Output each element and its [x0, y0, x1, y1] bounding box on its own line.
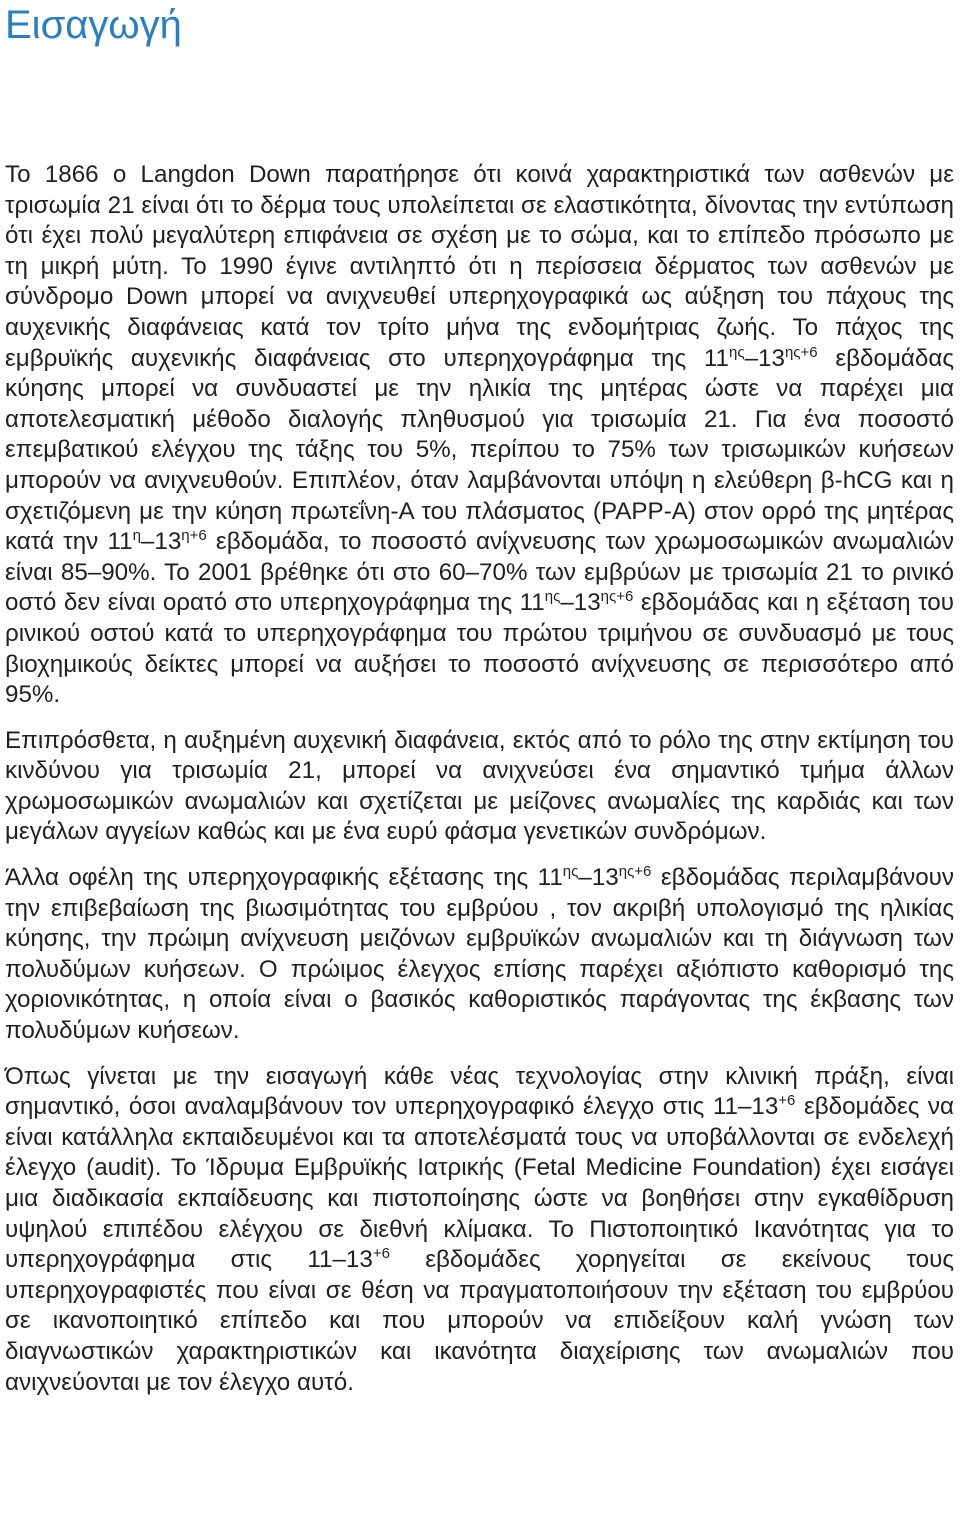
superscript: ης+6 — [600, 588, 634, 606]
text-run: εβδομάδες χορηγείται σε εκείνους τους υπερηχογραφιστές που είναι σε θέση να πραγματοποιήσουν την εξέταση του εμβρύου σε ικανοποιητικό επίπεδο και που μπορούν να επιδείξουν καλή γνώση των διαγνωστικών χαρακτηριστικών και ικανότητα διαχείρισης των ανωμαλιών που ανιχνεύονται με τον έλεγχο αυτό. — [5, 1246, 954, 1396]
text-run: –13 — [560, 589, 601, 617]
text-run: Όπως γίνεται με την εισαγωγή κάθε νέας τεχνολογίας στην κλινική πράξη, είναι σημαντικό, όσοι αναλαμβάνουν τον υπερηχογραφικό έλεγχο στις 11–13 — [5, 1062, 954, 1121]
text-run: –13 — [744, 344, 785, 372]
superscript: ης — [562, 863, 579, 881]
superscript: η+6 — [181, 527, 207, 545]
text-run: εβδομάδα, το ποσοστό ανίχνευσης των χρωμοσωμικών ανωμαλιών είναι 85–90%. Το 2001 βρέθηκε ότι στο 60–70% των εμβρύων με τρισωμία 21 το ρινικό οστό δεν είναι ορατό στο υπερηχογράφημα της 11 — [5, 528, 954, 617]
text-run: εβδομάδες να είναι κατάλληλα εκπαιδευμένοι και τα αποτελέσματά τους να υποβάλλονται σε ενδελεχή έλεγχο (audit). Το Ίδρυμα Εμβρυϊκής Ιατρικής (Fetal Medicine Foundation) έχει εισάγει μια διαδικασία εκπαίδευσης και πιστοποίησης ώστε να βοηθήσει στην εγκαθίδρυση υψηλού επιπέδου ελέγχου σε διεθνή κλίμακα. Το Πιστοποιητικό Ικανότητας για το υπερηχογράφημα στις 11–13 — [5, 1093, 954, 1274]
superscript: ης+6 — [618, 863, 652, 881]
superscript: ης — [544, 588, 561, 606]
superscript: ης+6 — [784, 343, 818, 361]
superscript: ης — [729, 343, 745, 361]
paragraph — [5, 863, 954, 1047]
text-run: εβδομάδας περιλαμβάνουν την επιβεβαίωση της βιωσιμότητας του εμβρύου , τον ακριβή υπολογισμό της ηλικίας κύησης, την πρώιμη ανίχνευση μειζόνων εμβρυϊκών ανωμαλιών και τη διάγνωση των πολυδύμων κυήσεων. Ο πρώιμος έλεγχος επίσης παρέχει αξιόπιστο καθορισμό της χοριονικότητας, η οποία είναι ο βασικός καθοριστικός παράγοντας της έκβασης των πολυδύμων κυήσεων. — [5, 864, 954, 1045]
text-run: Επιπρόσθετα, η αυξημένη αυχενική διαφάνεια, εκτός από το ρόλο της στην εκτίμηση του κινδύνου για τρισωμία 21, μπορεί να ανιχνεύσει ένα σημαντικό τμήμα άλλων χρωμοσωμικών ανωμαλιών και σχετίζεται με μείζονες ανωμαλίες της καρδιάς και των μεγάλων αγγείων καθώς και με ένα ευρύ φάσμα γενετικών συνδρόμων. — [5, 726, 954, 846]
text-run: Άλλα οφέλη της υπερηχογραφικής εξέτασης της 11 — [5, 864, 563, 892]
superscript: +6 — [372, 1245, 390, 1263]
text-run: Το 1866 ο Langdon Down παρατήρησε ότι κοινά χαρακτηριστικά των ασθενών με τρισωμία 21 είναι ότι το δέρμα τους υπολείπεται σε ελαστικότητα, δίνοντας την εντύπωση ότι έχει πολύ μεγαλύτερη επιφάνεια σε σχέση με το σώμα, και το επίπεδο πρόσωπο με τη μικρή μύτη. Το 1990 έγινε αντιληπτό ότι η περίσσεια δέρματος των ασθενών με σύνδρομο Down μπορεί να ανιχνευθεί υπερηχογραφικά ως αύξηση του πάχους της αυχενικής διαφάνειας κατά τον τρίτο μήνα της ενδομήτριας ζωής. Το πάχος της εμβρυϊκής αυχενικής διαφάνειας στο υπερηχογράφημα της 11 — [5, 161, 954, 372]
text-run: –13 — [578, 864, 619, 892]
superscript: η — [132, 527, 141, 545]
paragraph — [5, 1062, 954, 1399]
text-run: εβδομάδας κύησης μπορεί να συνδυαστεί με την ηλικία της μητέρας ώστε να παρέχει μια αποτελεσματική μέθοδο διαλογής πληθυσμού για τρισωμία 21. Για ένα ποσοστό επεμβατικού ελέγχου της τάξης του 5%, περίπου το 75% των τρισωμικών κυήσεων μπορούν να ανιχνευθούν. Επιπλέον, όταν λαμβάνονται υπόψη η ελεύθερη β-hCG και η σχετιζόμενη με την κύηση πρωτεΐνη-Α του πλάσματος (PAPP-A) στον ορρό της μητέρας κατά την 11 — [5, 344, 954, 556]
superscript: +6 — [778, 1092, 796, 1110]
body-text — [5, 160, 954, 1398]
text-run: –13 — [140, 528, 182, 556]
paragraph — [5, 160, 954, 711]
page-title: Εισαγωγή — [5, 3, 182, 47]
text-run: εβδομάδας και η εξέταση του ρινικού οστού κατά το υπερηχογράφημα του πρώτου τριμήνου σε συνδυασμό με τους βιοχημικούς δείκτες μπορεί να αυξήσει το ποσοστό ανίχνευσης σε περισσότερο από 95%. — [5, 589, 954, 709]
paragraph — [5, 726, 954, 848]
